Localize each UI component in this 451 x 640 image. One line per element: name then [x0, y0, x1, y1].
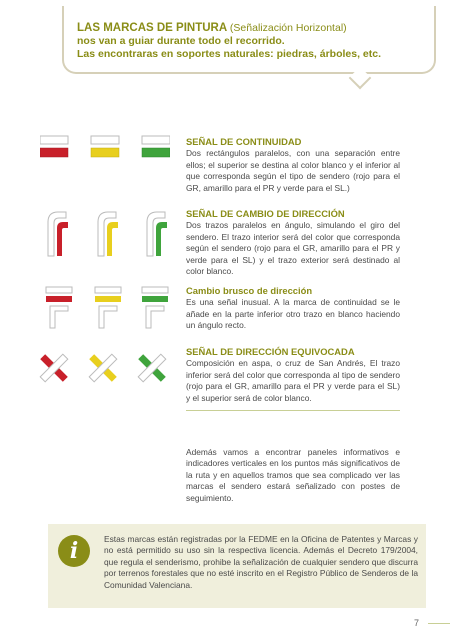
section-sharp-turn [186, 285, 400, 332]
section-continuity [186, 136, 400, 194]
section-heading: Cambio brusco de dirección [186, 285, 313, 296]
section-direction-change [186, 208, 400, 277]
section-body: Es una señal inusual. A la marca de continuidad se le añade en la parte inferior otro trazo en blanco haciendo un ángulo recto. [186, 297, 400, 331]
section-divider [186, 410, 400, 411]
direction-change-sign-yellow [98, 212, 118, 256]
continuity-signs [40, 132, 170, 166]
page-number: 7 [414, 618, 420, 628]
wrong-way-sign-red [40, 354, 68, 382]
continuity-sign-green [142, 136, 170, 157]
direction-change-sign-red [48, 212, 68, 256]
sharp-turn-sign-yellow [95, 287, 121, 328]
sharp-turn-signs [44, 286, 170, 330]
continuity-sign-yellow [91, 136, 119, 157]
intro-line2: nos van a guiar durante todo el recorrido. [77, 35, 285, 47]
section-heading: SEÑAL DE CAMBIO DE DIRECCIÓN [186, 208, 345, 219]
section-heading: SEÑAL DE DIRECCIÓN EQUIVOCADA [186, 346, 355, 357]
intro-title: LAS MARCAS DE PINTURA [77, 22, 227, 34]
section-body: Composición en aspa, o cruz de San Andrés, El trazo inferior será del color que corresponda al tipo de sendero (rojo para el GR, amarillo para el PR y verde para el SL) y el superior será de color blanco. [186, 358, 400, 403]
info-paragraph: Además vamos a encontrar paneles informativos e indicadores verticales en los puntos más significativos de la ruta y en aquellos tramos que sea complicado ver las marcas el sendero estará señalizado con postes de seguimiento. [186, 447, 400, 503]
info-icon: i [58, 535, 90, 567]
section-body: Dos rectángulos paralelos, con una separación entre ellos; el superior se destina al color blanco y el inferior al que corresponda según el tipo de sendero (rojo para el GR, amarillo para el PR y verde para el SL.) [186, 148, 400, 193]
direction-change-sign-green [147, 212, 167, 256]
direction-change-signs [46, 210, 170, 258]
sharp-turn-sign-green [142, 287, 168, 328]
wrong-way-signs [36, 348, 170, 388]
sharp-turn-sign-red [46, 287, 72, 328]
section-heading: SEÑAL DE CONTINUIDAD [186, 136, 302, 147]
section-body: Dos trazos paralelos en ángulo, simulando el giro del sendero. El trazo interior será del color que corresponda según el sendero (rojo para el GR, amarillo para el PR y verde para el SL) y el trazo exterior será destinado al color blanco. [186, 220, 400, 277]
continuity-sign-red [40, 136, 68, 157]
intro-title-paren: (Señalización Horizontal) [229, 22, 347, 34]
wrong-way-sign-yellow [89, 354, 117, 382]
page-number-rule [428, 623, 450, 624]
section-wrong-way [186, 346, 400, 404]
wrong-way-sign-green [138, 354, 166, 382]
intro-text [77, 22, 417, 61]
intro-line3: Las encontraras en soportes naturales: piedras, árboles, etc. [77, 48, 382, 60]
notice-text: Estas marcas están registradas por la FEDME en la Oficina de Patentes y Marcas y no está permitido su uso sin la respectiva licencia. Además el Decreto 179/2004, que regula el senderismo, prohibe la señalización de cualquier sendero que discurra por terrenos forestales que no esté inscrito en el Registro Público de Senderos de la Comunidad Valenciana. [104, 534, 418, 590]
